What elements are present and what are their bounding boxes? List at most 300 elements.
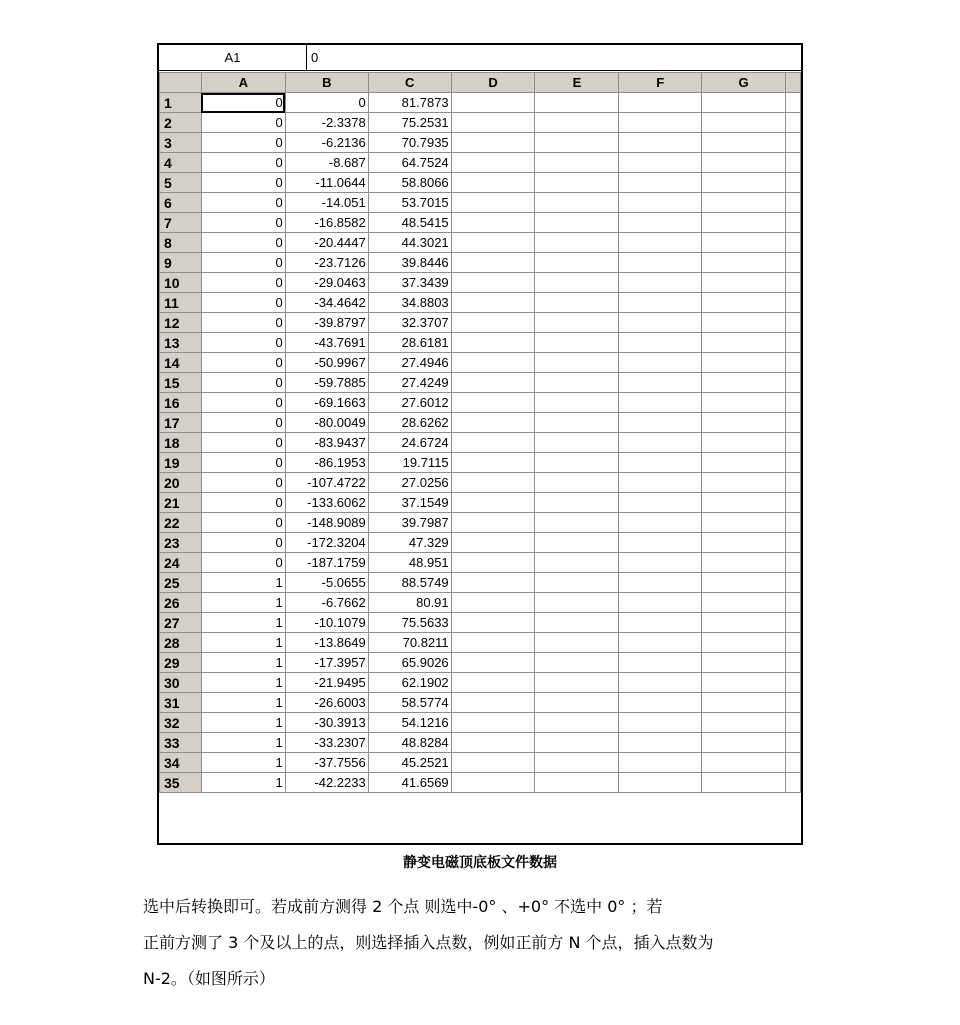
cell-empty[interactable]: [702, 173, 786, 193]
cell-b[interactable]: -5.0655: [285, 573, 368, 593]
row-header[interactable]: 32: [160, 713, 202, 733]
cell-empty[interactable]: [535, 213, 619, 233]
cell-empty[interactable]: [785, 553, 800, 573]
cell-b[interactable]: -6.2136: [285, 133, 368, 153]
cell-empty[interactable]: [785, 533, 800, 553]
cell-b[interactable]: -14.051: [285, 193, 368, 213]
cell-b[interactable]: -86.1953: [285, 453, 368, 473]
cell-empty[interactable]: [619, 733, 702, 753]
cell-a[interactable]: 0: [201, 313, 285, 333]
cell-empty[interactable]: [535, 93, 619, 113]
cell-empty[interactable]: [535, 633, 619, 653]
cell-b[interactable]: -21.9495: [285, 673, 368, 693]
cell-empty[interactable]: [702, 753, 786, 773]
cell-empty[interactable]: [785, 593, 800, 613]
cell-empty[interactable]: [535, 333, 619, 353]
cell-empty[interactable]: [785, 193, 800, 213]
cell-empty[interactable]: [451, 773, 535, 793]
cell-empty[interactable]: [451, 433, 535, 453]
cell-c[interactable]: 54.1216: [368, 713, 451, 733]
cell-empty[interactable]: [619, 193, 702, 213]
row-header[interactable]: 25: [160, 573, 202, 593]
cell-empty[interactable]: [535, 273, 619, 293]
cell-empty[interactable]: [785, 273, 800, 293]
cell-b[interactable]: -26.6003: [285, 693, 368, 713]
cell-empty[interactable]: [702, 493, 786, 513]
cell-a[interactable]: 0: [201, 453, 285, 473]
cell-empty[interactable]: [535, 613, 619, 633]
cell-empty[interactable]: [785, 173, 800, 193]
cell-empty[interactable]: [619, 153, 702, 173]
cell-a[interactable]: 0: [201, 233, 285, 253]
cell-b[interactable]: -6.7662: [285, 593, 368, 613]
cell-empty[interactable]: [535, 233, 619, 253]
cell-empty[interactable]: [702, 693, 786, 713]
cell-empty[interactable]: [535, 113, 619, 133]
cell-empty[interactable]: [535, 193, 619, 213]
cell-empty[interactable]: [451, 633, 535, 653]
cell-a[interactable]: 1: [201, 773, 285, 793]
row-header[interactable]: 26: [160, 593, 202, 613]
cell-c[interactable]: 24.6724: [368, 433, 451, 453]
cell-a[interactable]: 0: [201, 253, 285, 273]
cell-empty[interactable]: [619, 593, 702, 613]
cell-c[interactable]: 48.8284: [368, 733, 451, 753]
cell-empty[interactable]: [702, 473, 786, 493]
cell-empty[interactable]: [785, 753, 800, 773]
cell-empty[interactable]: [619, 133, 702, 153]
cell-a[interactable]: 0: [201, 353, 285, 373]
cell-empty[interactable]: [785, 413, 800, 433]
cell-empty[interactable]: [451, 413, 535, 433]
cell-empty[interactable]: [785, 153, 800, 173]
column-header-g[interactable]: G: [702, 73, 786, 93]
cell-empty[interactable]: [702, 393, 786, 413]
cell-a[interactable]: 1: [201, 753, 285, 773]
cell-a[interactable]: 0: [201, 553, 285, 573]
cell-empty[interactable]: [619, 353, 702, 373]
cell-c[interactable]: 39.8446: [368, 253, 451, 273]
row-header[interactable]: 28: [160, 633, 202, 653]
cell-b[interactable]: -34.4642: [285, 293, 368, 313]
cell-empty[interactable]: [785, 293, 800, 313]
cell-empty[interactable]: [619, 533, 702, 553]
name-box[interactable]: A1: [159, 45, 307, 70]
column-header-a[interactable]: A: [201, 73, 285, 93]
cell-c[interactable]: 53.7015: [368, 193, 451, 213]
cell-empty[interactable]: [451, 753, 535, 773]
cell-empty[interactable]: [451, 333, 535, 353]
cell-empty[interactable]: [451, 93, 535, 113]
cell-c[interactable]: 28.6181: [368, 333, 451, 353]
cell-empty[interactable]: [619, 253, 702, 273]
cell-empty[interactable]: [702, 573, 786, 593]
cell-empty[interactable]: [785, 353, 800, 373]
cell-empty[interactable]: [785, 673, 800, 693]
cell-c[interactable]: 37.1549: [368, 493, 451, 513]
cell-c[interactable]: 27.6012: [368, 393, 451, 413]
cell-b[interactable]: -23.7126: [285, 253, 368, 273]
cell-b[interactable]: -20.4447: [285, 233, 368, 253]
cell-c[interactable]: 27.4946: [368, 353, 451, 373]
cell-empty[interactable]: [451, 233, 535, 253]
cell-a[interactable]: 0: [201, 153, 285, 173]
row-header[interactable]: 7: [160, 213, 202, 233]
cell-c[interactable]: 48.5415: [368, 213, 451, 233]
cell-b[interactable]: -11.0644: [285, 173, 368, 193]
cell-c[interactable]: 75.5633: [368, 613, 451, 633]
cell-empty[interactable]: [535, 293, 619, 313]
cell-a[interactable]: 1: [201, 673, 285, 693]
cell-empty[interactable]: [785, 613, 800, 633]
cell-empty[interactable]: [702, 653, 786, 673]
cell-empty[interactable]: [785, 693, 800, 713]
cell-c[interactable]: 70.8211: [368, 633, 451, 653]
cell-empty[interactable]: [785, 253, 800, 273]
cell-empty[interactable]: [451, 193, 535, 213]
column-header-overflow[interactable]: [785, 73, 800, 93]
row-header[interactable]: 14: [160, 353, 202, 373]
cell-empty[interactable]: [535, 413, 619, 433]
cell-empty[interactable]: [785, 333, 800, 353]
cell-a[interactable]: 1: [201, 633, 285, 653]
cell-empty[interactable]: [702, 193, 786, 213]
cell-empty[interactable]: [702, 533, 786, 553]
cell-empty[interactable]: [702, 413, 786, 433]
cell-empty[interactable]: [702, 733, 786, 753]
cell-b[interactable]: -133.6062: [285, 493, 368, 513]
cell-empty[interactable]: [619, 453, 702, 473]
cell-empty[interactable]: [702, 313, 786, 333]
cell-empty[interactable]: [619, 773, 702, 793]
cell-empty[interactable]: [785, 453, 800, 473]
cell-b[interactable]: -187.1759: [285, 553, 368, 573]
cell-b[interactable]: -107.4722: [285, 473, 368, 493]
row-header[interactable]: 20: [160, 473, 202, 493]
cell-empty[interactable]: [702, 633, 786, 653]
cell-empty[interactable]: [619, 313, 702, 333]
cell-b[interactable]: -8.687: [285, 153, 368, 173]
cell-empty[interactable]: [451, 213, 535, 233]
cell-empty[interactable]: [451, 473, 535, 493]
cell-b[interactable]: -39.8797: [285, 313, 368, 333]
cell-a[interactable]: 0: [201, 473, 285, 493]
cell-c[interactable]: 27.0256: [368, 473, 451, 493]
select-all-corner[interactable]: [160, 73, 202, 93]
cell-c[interactable]: 37.3439: [368, 273, 451, 293]
cell-empty[interactable]: [785, 373, 800, 393]
cell-empty[interactable]: [535, 673, 619, 693]
row-header[interactable]: 18: [160, 433, 202, 453]
cell-empty[interactable]: [451, 453, 535, 473]
cell-b[interactable]: -17.3957: [285, 653, 368, 673]
cell-empty[interactable]: [619, 633, 702, 653]
row-header[interactable]: 13: [160, 333, 202, 353]
cell-empty[interactable]: [785, 393, 800, 413]
cell-b[interactable]: -30.3913: [285, 713, 368, 733]
cell-empty[interactable]: [451, 653, 535, 673]
cell-empty[interactable]: [619, 673, 702, 693]
cell-empty[interactable]: [785, 473, 800, 493]
cell-empty[interactable]: [702, 453, 786, 473]
cell-empty[interactable]: [785, 773, 800, 793]
cell-empty[interactable]: [702, 673, 786, 693]
row-header[interactable]: 23: [160, 533, 202, 553]
cell-empty[interactable]: [619, 373, 702, 393]
cell-a[interactable]: 0: [201, 293, 285, 313]
row-header[interactable]: 21: [160, 493, 202, 513]
cell-empty[interactable]: [451, 173, 535, 193]
cell-empty[interactable]: [702, 613, 786, 633]
row-header[interactable]: 11: [160, 293, 202, 313]
row-header[interactable]: 17: [160, 413, 202, 433]
cell-a[interactable]: 1: [201, 733, 285, 753]
cell-c[interactable]: 19.7115: [368, 453, 451, 473]
cell-a[interactable]: 0: [201, 393, 285, 413]
cell-empty[interactable]: [535, 593, 619, 613]
cell-b[interactable]: -16.8582: [285, 213, 368, 233]
cell-empty[interactable]: [535, 153, 619, 173]
column-header-f[interactable]: F: [619, 73, 702, 93]
cell-empty[interactable]: [702, 233, 786, 253]
row-header[interactable]: 6: [160, 193, 202, 213]
cell-empty[interactable]: [702, 333, 786, 353]
cell-a[interactable]: 1: [201, 653, 285, 673]
cell-a[interactable]: 0: [201, 333, 285, 353]
cell-a[interactable]: 0: [201, 413, 285, 433]
cell-b[interactable]: -42.2233: [285, 773, 368, 793]
cell-c[interactable]: 27.4249: [368, 373, 451, 393]
cell-empty[interactable]: [619, 553, 702, 573]
cell-empty[interactable]: [451, 513, 535, 533]
cell-b[interactable]: -43.7691: [285, 333, 368, 353]
cell-empty[interactable]: [535, 653, 619, 673]
cell-empty[interactable]: [619, 113, 702, 133]
cell-empty[interactable]: [619, 493, 702, 513]
cell-empty[interactable]: [451, 133, 535, 153]
cell-a[interactable]: 1: [201, 593, 285, 613]
row-header[interactable]: 16: [160, 393, 202, 413]
cell-empty[interactable]: [535, 433, 619, 453]
cell-empty[interactable]: [451, 713, 535, 733]
cell-c[interactable]: 47.329: [368, 533, 451, 553]
cell-empty[interactable]: [702, 293, 786, 313]
cell-empty[interactable]: [785, 213, 800, 233]
cell-a[interactable]: 1: [201, 713, 285, 733]
cell-empty[interactable]: [619, 433, 702, 453]
cell-a[interactable]: 0: [201, 173, 285, 193]
cell-empty[interactable]: [702, 713, 786, 733]
cell-a[interactable]: 0: [201, 213, 285, 233]
cell-empty[interactable]: [535, 453, 619, 473]
cell-empty[interactable]: [619, 653, 702, 673]
column-header-d[interactable]: D: [451, 73, 535, 93]
cell-b[interactable]: -10.1079: [285, 613, 368, 633]
cell-a[interactable]: 0: [201, 273, 285, 293]
cell-empty[interactable]: [702, 153, 786, 173]
cell-c[interactable]: 28.6262: [368, 413, 451, 433]
cell-b[interactable]: -80.0049: [285, 413, 368, 433]
cell-empty[interactable]: [619, 393, 702, 413]
cell-empty[interactable]: [451, 273, 535, 293]
formula-input[interactable]: 0: [311, 50, 319, 65]
cell-empty[interactable]: [451, 293, 535, 313]
cell-empty[interactable]: [535, 173, 619, 193]
row-header[interactable]: 1: [160, 93, 202, 113]
row-header[interactable]: 10: [160, 273, 202, 293]
cell-empty[interactable]: [451, 593, 535, 613]
cell-b[interactable]: -2.3378: [285, 113, 368, 133]
cell-empty[interactable]: [702, 553, 786, 573]
row-header[interactable]: 15: [160, 373, 202, 393]
cell-empty[interactable]: [535, 393, 619, 413]
cell-a[interactable]: 0: [201, 133, 285, 153]
cell-empty[interactable]: [451, 533, 535, 553]
cell-empty[interactable]: [785, 133, 800, 153]
row-header[interactable]: 30: [160, 673, 202, 693]
row-header[interactable]: 29: [160, 653, 202, 673]
cell-empty[interactable]: [702, 93, 786, 113]
cell-empty[interactable]: [702, 373, 786, 393]
cell-c[interactable]: 34.8803: [368, 293, 451, 313]
cell-empty[interactable]: [619, 513, 702, 533]
cell-c[interactable]: 39.7987: [368, 513, 451, 533]
cell-b[interactable]: -148.9089: [285, 513, 368, 533]
cell-empty[interactable]: [702, 513, 786, 533]
cell-empty[interactable]: [619, 413, 702, 433]
row-header[interactable]: 27: [160, 613, 202, 633]
row-header[interactable]: 4: [160, 153, 202, 173]
row-header[interactable]: 8: [160, 233, 202, 253]
cell-empty[interactable]: [785, 653, 800, 673]
cell-c[interactable]: 58.8066: [368, 173, 451, 193]
cell-a[interactable]: 0: [201, 373, 285, 393]
cell-empty[interactable]: [535, 573, 619, 593]
cell-c[interactable]: 65.9026: [368, 653, 451, 673]
row-header[interactable]: 19: [160, 453, 202, 473]
cell-empty[interactable]: [785, 513, 800, 533]
cell-c[interactable]: 75.2531: [368, 113, 451, 133]
cell-empty[interactable]: [451, 373, 535, 393]
cell-empty[interactable]: [619, 333, 702, 353]
column-header-e[interactable]: E: [535, 73, 619, 93]
cell-empty[interactable]: [619, 213, 702, 233]
cell-empty[interactable]: [451, 313, 535, 333]
cell-empty[interactable]: [535, 713, 619, 733]
cell-a[interactable]: 0: [201, 533, 285, 553]
cell-empty[interactable]: [619, 233, 702, 253]
cell-c[interactable]: 62.1902: [368, 673, 451, 693]
row-header[interactable]: 9: [160, 253, 202, 273]
cell-empty[interactable]: [451, 553, 535, 573]
column-header-b[interactable]: B: [285, 73, 368, 93]
row-header[interactable]: 3: [160, 133, 202, 153]
cell-c[interactable]: 64.7524: [368, 153, 451, 173]
cell-empty[interactable]: [619, 613, 702, 633]
cell-empty[interactable]: [702, 253, 786, 273]
cell-a[interactable]: 0: [201, 493, 285, 513]
cell-empty[interactable]: [702, 213, 786, 233]
cell-empty[interactable]: [785, 233, 800, 253]
cell-empty[interactable]: [451, 353, 535, 373]
cell-a[interactable]: 0: [201, 193, 285, 213]
cell-b[interactable]: -172.3204: [285, 533, 368, 553]
cell-b[interactable]: -69.1663: [285, 393, 368, 413]
cell-c[interactable]: 70.7935: [368, 133, 451, 153]
cell-c[interactable]: 45.2521: [368, 753, 451, 773]
cell-a[interactable]: 1: [201, 573, 285, 593]
cell-empty[interactable]: [451, 573, 535, 593]
cell-empty[interactable]: [535, 693, 619, 713]
cell-a[interactable]: 1: [201, 613, 285, 633]
cell-empty[interactable]: [535, 313, 619, 333]
cell-b[interactable]: -29.0463: [285, 273, 368, 293]
row-header[interactable]: 12: [160, 313, 202, 333]
cell-empty[interactable]: [451, 393, 535, 413]
cell-empty[interactable]: [702, 773, 786, 793]
row-header[interactable]: 35: [160, 773, 202, 793]
cell-b[interactable]: -13.8649: [285, 633, 368, 653]
cell-c[interactable]: 81.7873: [368, 93, 451, 113]
cell-empty[interactable]: [702, 433, 786, 453]
cell-empty[interactable]: [702, 273, 786, 293]
row-header[interactable]: 34: [160, 753, 202, 773]
cell-empty[interactable]: [702, 593, 786, 613]
cell-empty[interactable]: [535, 253, 619, 273]
cell-empty[interactable]: [785, 313, 800, 333]
cell-b[interactable]: -83.9437: [285, 433, 368, 453]
cell-c[interactable]: 80.91: [368, 593, 451, 613]
cell-a[interactable]: 0: [201, 113, 285, 133]
cell-empty[interactable]: [702, 133, 786, 153]
cell-a[interactable]: 0: [201, 93, 285, 113]
row-header[interactable]: 31: [160, 693, 202, 713]
row-header[interactable]: 24: [160, 553, 202, 573]
row-header[interactable]: 33: [160, 733, 202, 753]
cell-empty[interactable]: [451, 733, 535, 753]
cell-empty[interactable]: [451, 693, 535, 713]
cell-empty[interactable]: [535, 353, 619, 373]
cell-empty[interactable]: [619, 753, 702, 773]
cell-empty[interactable]: [535, 773, 619, 793]
cell-empty[interactable]: [785, 573, 800, 593]
cell-empty[interactable]: [535, 733, 619, 753]
cell-b[interactable]: -50.9967: [285, 353, 368, 373]
cell-empty[interactable]: [785, 633, 800, 653]
cell-empty[interactable]: [619, 93, 702, 113]
cell-c[interactable]: 48.951: [368, 553, 451, 573]
column-header-c[interactable]: C: [368, 73, 451, 93]
cell-empty[interactable]: [451, 113, 535, 133]
cell-a[interactable]: 1: [201, 693, 285, 713]
cell-empty[interactable]: [785, 93, 800, 113]
cell-empty[interactable]: [785, 493, 800, 513]
row-header[interactable]: 2: [160, 113, 202, 133]
cell-empty[interactable]: [619, 713, 702, 733]
row-header[interactable]: 22: [160, 513, 202, 533]
cell-empty[interactable]: [451, 613, 535, 633]
cell-empty[interactable]: [451, 253, 535, 273]
cell-empty[interactable]: [785, 433, 800, 453]
cell-empty[interactable]: [702, 113, 786, 133]
cell-empty[interactable]: [619, 293, 702, 313]
cell-empty[interactable]: [785, 113, 800, 133]
cell-empty[interactable]: [619, 173, 702, 193]
cell-c[interactable]: 41.6569: [368, 773, 451, 793]
cell-b[interactable]: -59.7885: [285, 373, 368, 393]
cell-empty[interactable]: [619, 473, 702, 493]
cell-empty[interactable]: [535, 473, 619, 493]
